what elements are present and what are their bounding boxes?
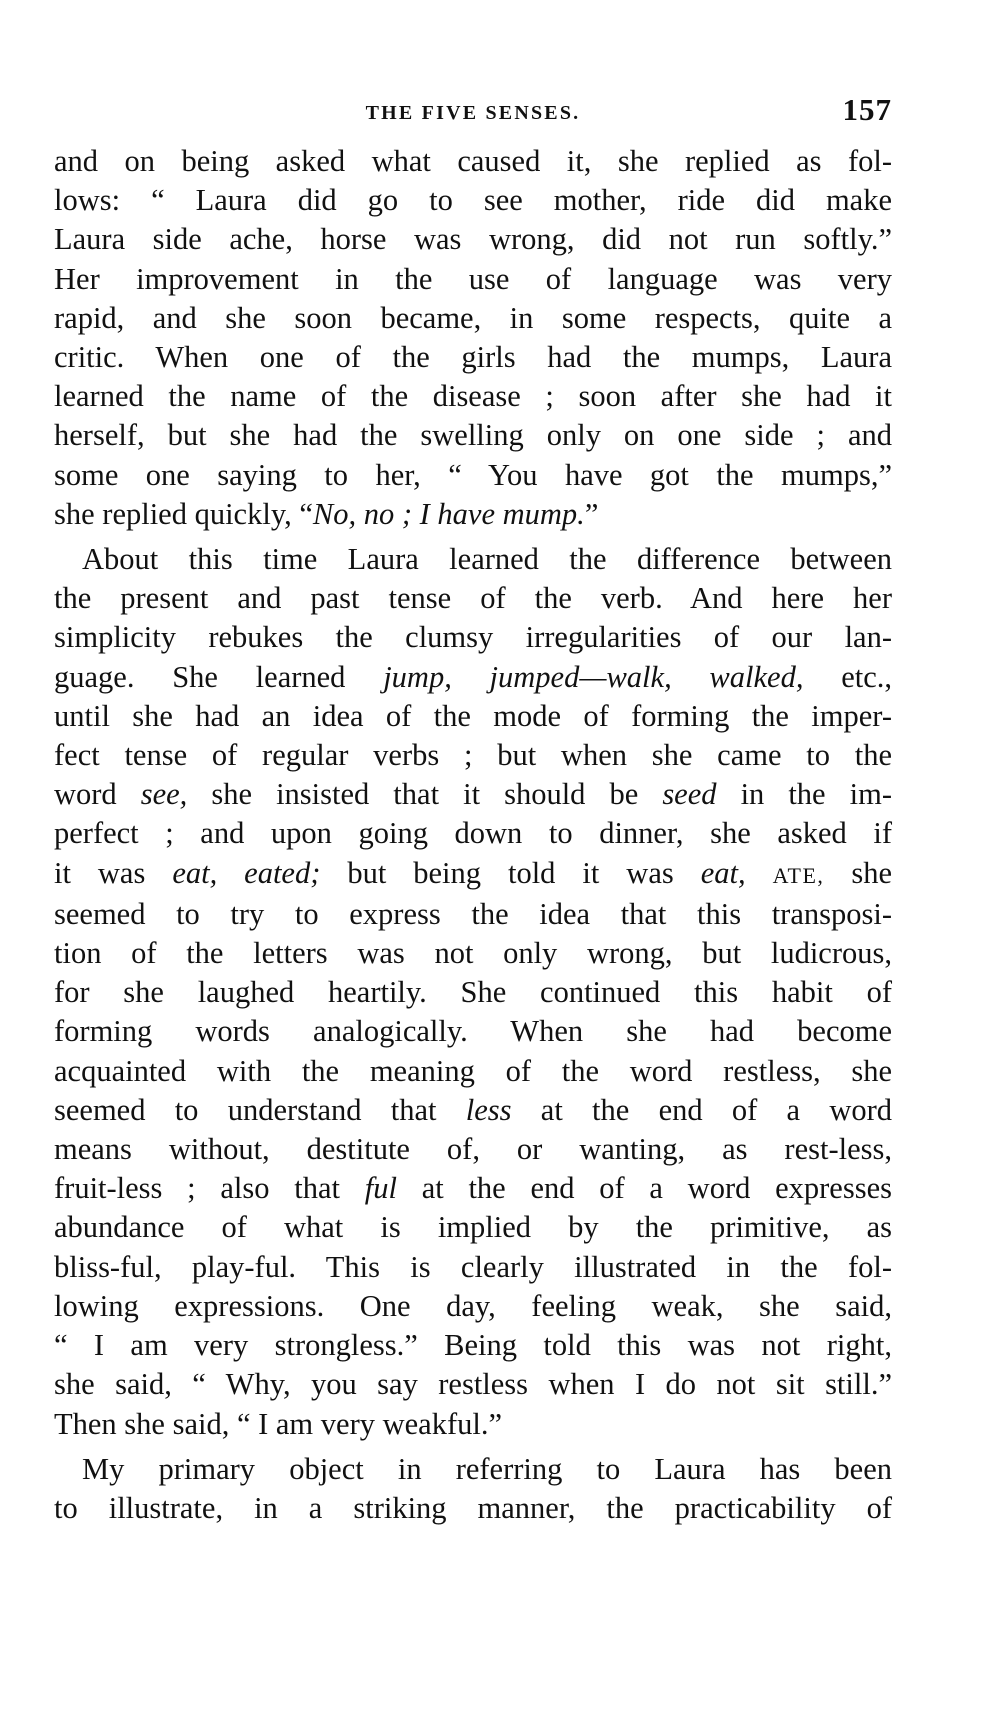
text-line: forming words analogically. When she had become	[54, 1014, 892, 1049]
text-line: the present and past tense of the verb. And here her	[54, 581, 892, 616]
text-fragment: ”	[584, 496, 599, 531]
text-line: My primary object in referring to Laura has been	[82, 1451, 892, 1486]
text-line: lowing expressions. One day, feeling weak, she said,	[54, 1288, 892, 1323]
small-caps-word: ATE,	[772, 862, 825, 888]
italic-example: eat,	[700, 855, 746, 890]
text-line: perfect ; and upon going down to dinner, she asked if	[54, 816, 892, 851]
text-fragment: at the end of a word expresses	[396, 1171, 892, 1206]
text-line: Laura side ache, horse was wrong, did not run softly.”	[54, 222, 892, 257]
running-head	[54, 92, 892, 132]
italic-example: seed	[662, 777, 717, 812]
paragraph-2	[54, 540, 892, 1444]
text-line: seemed to try to express the idea that this transposi-	[54, 896, 892, 931]
italic-example: jump, jumped—walk, walked,	[383, 659, 804, 694]
text-line: simplicity rebukes the clumsy irregularities of our lan-	[54, 620, 892, 655]
paragraph-3	[54, 1450, 892, 1528]
text-line: lows: “ Laura did go to see mother, ride did make	[54, 183, 892, 218]
text-fragment: at the end of a word	[511, 1092, 893, 1127]
text-line	[54, 495, 892, 534]
text-fragment: she	[824, 855, 893, 890]
text-fragment: she insisted that it should be	[187, 777, 663, 812]
text-fragment: it was	[54, 855, 146, 890]
text-fragment: guage. She learned	[54, 659, 346, 694]
text-fragment: but being told it was	[320, 855, 701, 890]
text-line: rapid, and she soon became, in some respects, quite a	[54, 300, 892, 335]
text-line: Then she said, “ I am very weakful.”	[54, 1406, 502, 1441]
text-fragment: fruit-less ; also that	[54, 1171, 340, 1206]
text-line: to illustrate, in a striking manner, the practicability of	[54, 1490, 892, 1525]
italic-example: ful	[364, 1171, 397, 1206]
text-fragment: she replied quickly, “	[54, 496, 313, 531]
text-line: herself, but she had the swelling only on one side ; and	[54, 418, 892, 453]
text-line	[54, 1091, 892, 1130]
text-line: means without, destitute of, or wanting, as rest-less,	[54, 1132, 892, 1167]
text-line	[54, 658, 892, 697]
text-fragment: in the im-	[716, 777, 892, 812]
italic-example: less	[465, 1092, 512, 1127]
text-line	[54, 1169, 892, 1208]
text-line: for she laughed heartily. She continued this habit of	[54, 975, 892, 1010]
text-line	[54, 775, 892, 814]
text-line: until she had an idea of the mode of forming the imper-	[54, 698, 892, 733]
text-line: some one saying to her, “ You have got the mumps,”	[54, 457, 892, 492]
text-line: About this time Laura learned the difference between	[82, 542, 892, 577]
text-line: and on being asked what caused it, she replied as fol-	[54, 144, 892, 178]
text-fragment: etc.,	[803, 659, 892, 694]
paragraph-1	[54, 142, 892, 534]
text-line: learned the name of the disease ; soon after she had it	[54, 379, 892, 414]
text-line: tion of the letters was not only wrong, but ludicrous,	[54, 936, 892, 971]
text-line: she said, “ Why, you say restless when I do not sit still.”	[54, 1367, 892, 1402]
text-line: bliss-ful, play-ful. This is clearly illustrated in the fol-	[54, 1249, 892, 1284]
text-line: “ I am very strongless.” Being told this was not right,	[54, 1328, 892, 1363]
text-line: Her improvement in the use of language was very	[54, 261, 892, 296]
running-title: THE FIVE SENSES.	[365, 102, 581, 124]
text-fragment: seemed to understand that	[54, 1092, 437, 1127]
italic-example: see,	[140, 777, 188, 812]
text-line: critic. When one of the girls had the mumps, Laura	[54, 340, 892, 375]
page-number: 157	[842, 92, 892, 127]
text-line	[54, 854, 892, 895]
text-line: abundance of what is implied by the primitive, as	[54, 1210, 892, 1245]
text-line: fect tense of regular verbs ; but when she came to the	[54, 738, 892, 773]
body-text	[54, 142, 892, 1528]
text-line: acquainted with the meaning of the word restless, she	[54, 1053, 892, 1088]
italic-quote: No, no ; I have mump.	[312, 496, 585, 531]
italic-example: eat, eated;	[172, 855, 321, 890]
text-fragment: word	[54, 777, 117, 812]
